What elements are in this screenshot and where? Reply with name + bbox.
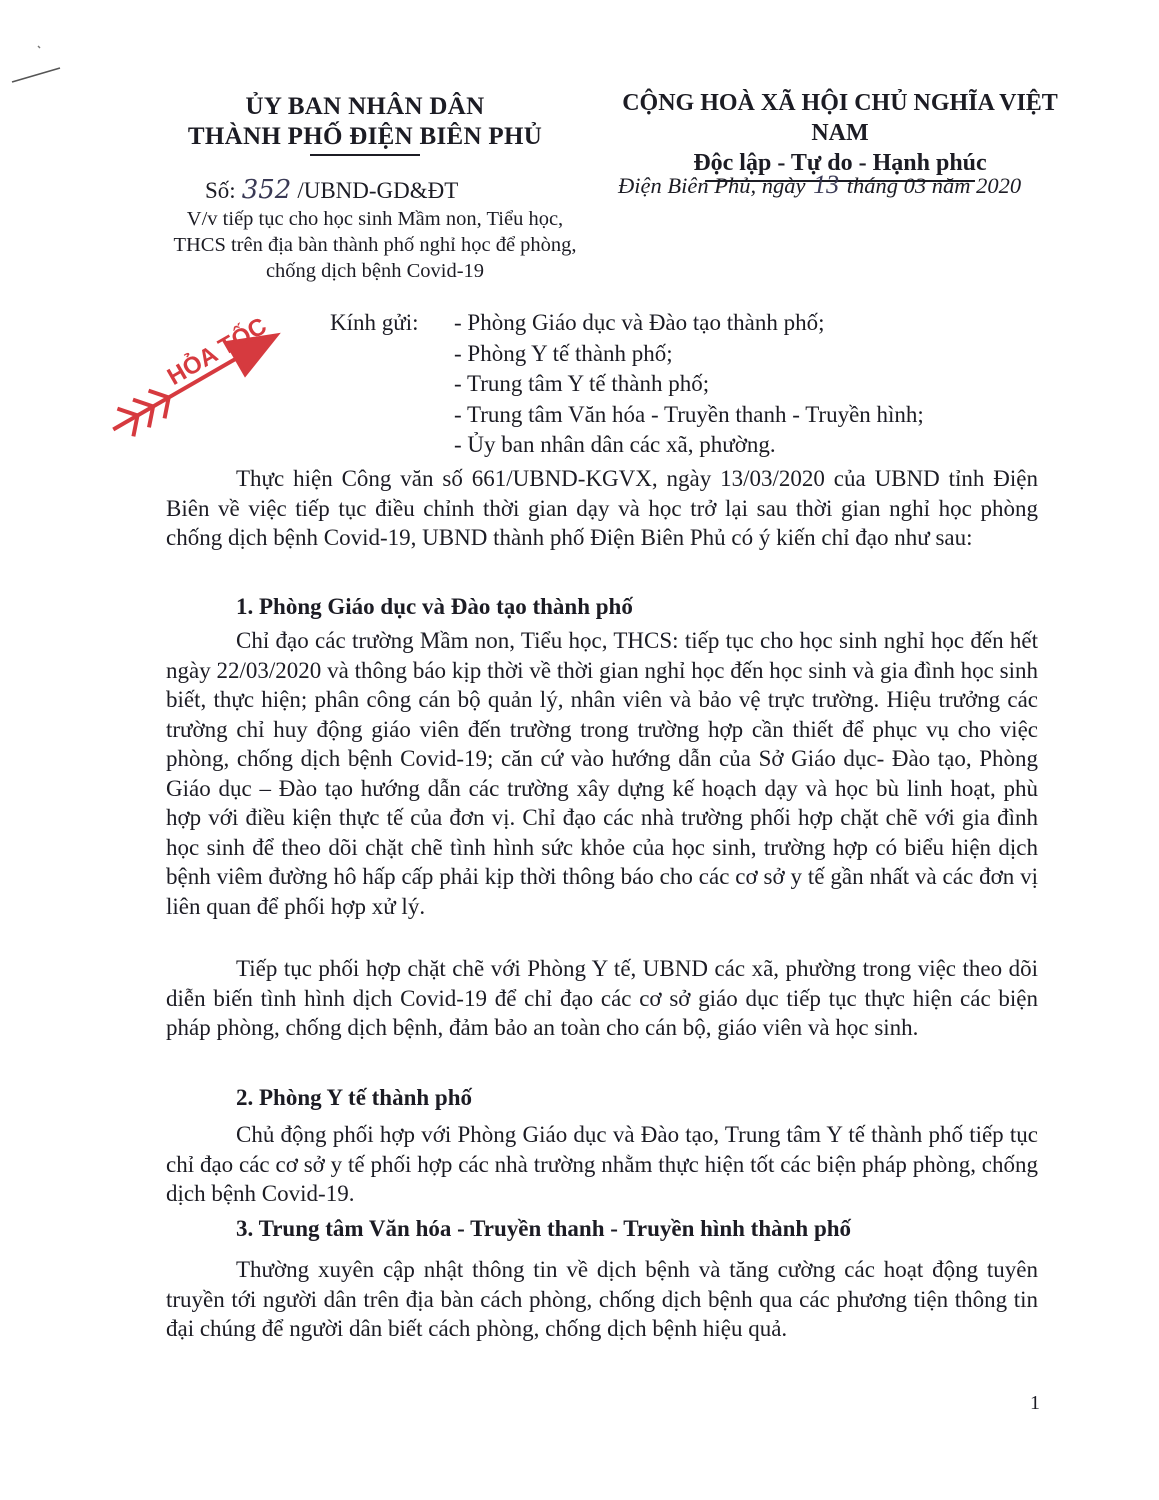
- section-3-heading: 3. Trung tâm Văn hóa - Truyền thanh - Truyền hình thành phố: [236, 1216, 852, 1241]
- section-2-paragraph-1: Chủ động phối hợp với Phòng Giáo dục và Đào tạo, Trung tâm Y tế thành phố tiếp tục chỉ đạo các cơ sở y tế phối hợp các nhà trường nhằm thực hiện tốt các biện pháp phòng, chống dịch bệnh Covid-19.: [166, 1122, 1038, 1206]
- issuing-authority: [150, 92, 580, 156]
- recipient-list: [454, 308, 924, 461]
- dateline: [618, 170, 1021, 200]
- subject-line-2: THCS trên địa bàn thành phố nghỉ học để phòng,: [173, 234, 577, 256]
- recipients-label: Kính gửi:: [330, 310, 419, 335]
- docno-prefix: Số:: [205, 178, 236, 203]
- dateline-place: Điện Biên Phủ, ngày: [618, 173, 806, 198]
- docno-suffix: /UBND-GD&ĐT: [297, 178, 459, 203]
- document-number: [205, 175, 458, 205]
- section-3-body: [166, 1255, 1038, 1344]
- authority-line-1: ỦY BAN NHÂN DÂN: [245, 93, 485, 120]
- section-1-body: [166, 626, 1038, 921]
- national-motto: Độc lập - Tự do - Hạnh phúc: [693, 150, 987, 176]
- recipients: [330, 308, 924, 461]
- section-3-paragraph-1: Thường xuyên cập nhật thông tin về dịch bệnh và tăng cường các hoạt động tuyên truyền tới người dân trên địa bàn cách phòng, chống dịch bệnh qua các phương tiện thông tin đại chúng để người dân biết cách phòng, chống dịch bệnh hiệu quả.: [166, 1257, 1038, 1341]
- dateline-day-handwritten: 13: [813, 170, 840, 199]
- subject-line-3: chống dịch bệnh Covid-19: [265, 260, 485, 282]
- section-2-body: [166, 1120, 1038, 1209]
- section-1-paragraph-1: Chỉ đạo các trường Mầm non, Tiểu học, THCS: tiếp tục cho học sinh nghỉ học đến hết ngày 22/03/2020 và thông báo kịp thời về thời gian nghỉ học đến học sinh và gia đình học sinh biết, thực hiện; phân công cán bộ quản lý, nhân viên và bảo vệ trực trường. Hiệu trưởng các trường chỉ huy động giáo viên đến trường trong trường hợp cần thiết để phục vụ cho việc phòng, chống dịch bệnh Covid-19; căn cứ vào hướng dẫn của Sở Giáo dục- Đào tạo, Phòng Giáo dục – Đào tạo hướng dẫn các trường xây dựng kế hoạch dạy và học bù linh hoạt, phù hợp với điều kiện thực tế của đơn vị. Chỉ đạo các nhà trường phối hợp chặt chẽ với gia đình học sinh để theo dõi chặt chẽ tình hình sức khỏe của học sinh, trường hợp có biểu hiện dịch bệnh viêm đường hô hấp cấp phải kịp thời thông báo cho các cơ sở y tế gần nhất và các đơn vị liên quan để phối hợp xử lý.: [166, 628, 1038, 919]
- recipient-item: - Trung tâm Y tế thành phố;: [454, 371, 710, 396]
- urgent-stamp: [92, 310, 307, 450]
- recipient-item: - Ủy ban nhân dân các xã, phường.: [454, 432, 776, 457]
- section-2-heading: 2. Phòng Y tế thành phố: [236, 1085, 473, 1110]
- page-number: 1: [1030, 1392, 1040, 1414]
- recipient-item: - Trung tâm Văn hóa - Truyền thanh - Truyền hình;: [454, 401, 924, 427]
- authority-underline: [310, 154, 420, 156]
- stamp-text: HỎA TỐC: [162, 312, 272, 391]
- subject-line-1: V/v tiếp tục cho học sinh Mầm non, Tiểu học,: [186, 208, 564, 230]
- recipient-item: - Phòng Y tế thành phố;: [454, 340, 673, 366]
- national-title: [595, 88, 1085, 182]
- authority-line-2: THÀNH PHỐ ĐIỆN BIÊN PHỦ: [187, 123, 543, 150]
- docno-handwritten: 352: [241, 175, 292, 205]
- dateline-month-year: tháng 03 năm 2020: [846, 173, 1022, 198]
- nation-name: CỘNG HOÀ XÃ HỘI CHỦ NGHĨA VIỆT NAM: [622, 90, 1058, 146]
- section-1-heading: 1. Phòng Giáo dục và Đào tạo thành phố: [236, 594, 633, 619]
- recipient-item: - Phòng Giáo dục và Đào tạo thành phố;: [454, 310, 825, 335]
- section-1-paragraph-2: Tiếp tục phối hợp chặt chẽ với Phòng Y tế, UBND các xã, phường trong việc theo dõi diễn biến tình hình dịch Covid-19 để chỉ đạo các cơ sở giáo dục tiếp tục thực hiện các biện pháp phòng, chống dịch bệnh, đảm bảo an toàn cho cán bộ, giáo viên và học sinh.: [166, 956, 1038, 1040]
- document-subject: [150, 206, 600, 284]
- section-1-body-2: [166, 954, 1038, 1043]
- pen-mark: [8, 38, 78, 98]
- intro-paragraph: [166, 464, 1038, 553]
- intro-text: Thực hiện Công văn số 661/UBND-KGVX, ngày 13/03/2020 của UBND tỉnh Điện Biên về việc tiếp tục điều chỉnh thời gian dạy và học trở lại sau thời gian nghỉ học phòng chống dịch bệnh Covid-19, UBND thành phố Điện Biên Phủ có ý kiến chỉ đạo như sau:: [166, 466, 1038, 550]
